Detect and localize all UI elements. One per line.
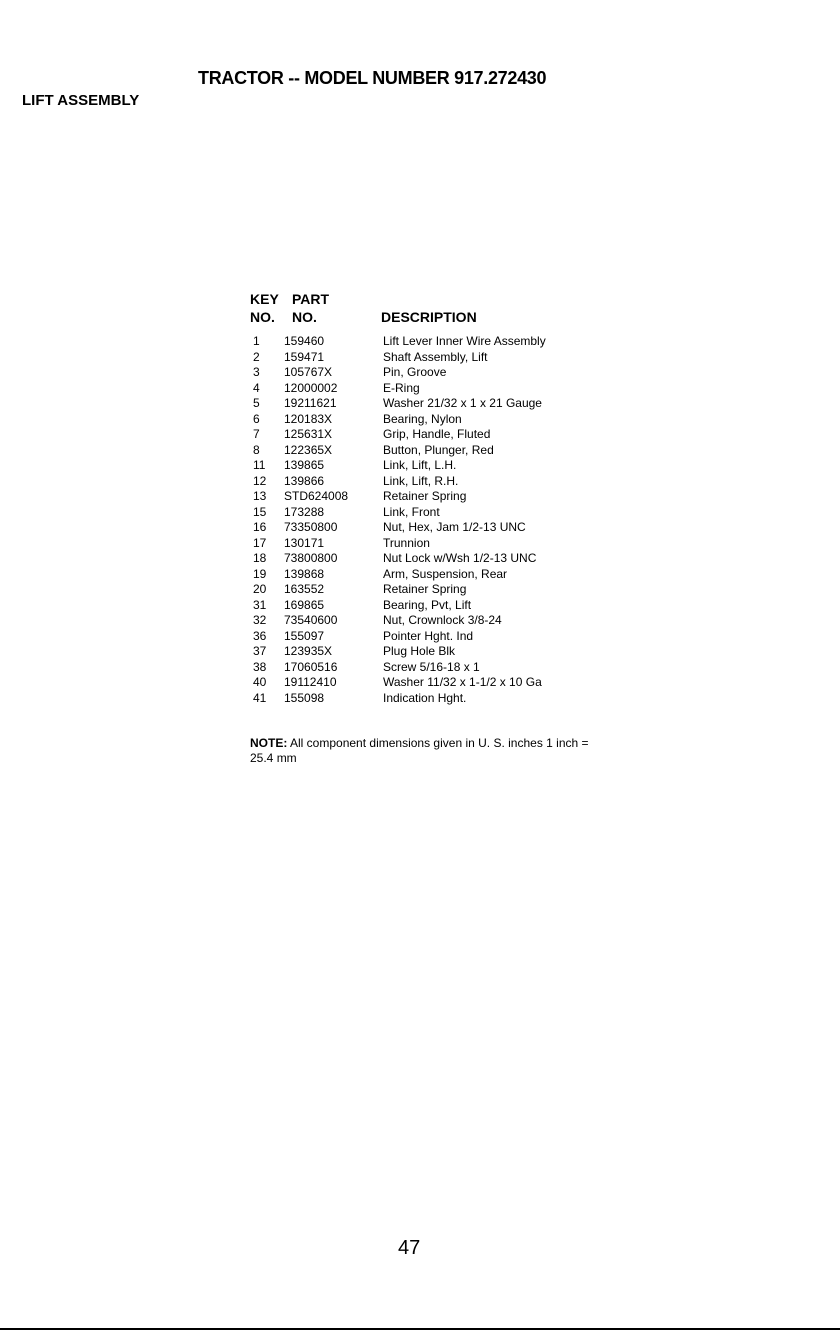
part-description: Nut Lock w/Wsh 1/2-13 UNC [383, 551, 537, 565]
part-number: 73800800 [284, 551, 338, 565]
part-key: 40 [253, 675, 267, 689]
parts-row [250, 396, 630, 412]
parts-row [250, 520, 630, 536]
column-header-part-line2: NO. [292, 309, 317, 325]
page-number: 47 [398, 1237, 421, 1259]
part-number: 139865 [284, 458, 325, 472]
note-text: All component dimensions given in U. S. inches 1 inch = 25.4 mm [250, 736, 589, 765]
part-number: 155097 [284, 628, 325, 643]
parts-row [250, 365, 630, 381]
part-description: Lift Lever Inner Wire Assembly [383, 334, 546, 348]
parts-row [250, 334, 630, 350]
parts-row [250, 427, 630, 443]
part-key: 17 [253, 535, 267, 550]
part-key: 13 [253, 489, 267, 503]
part-description: Plug Hole Blk [383, 644, 456, 658]
part-number: 105767X [284, 365, 333, 379]
part-number: 139868 [284, 566, 325, 581]
part-key: 12 [253, 473, 267, 488]
part-number: 159460 [284, 334, 325, 348]
part-key: 31 [253, 597, 267, 612]
part-key: 1 [253, 334, 260, 348]
part-key: 20 [253, 582, 267, 596]
part-key: 8 [253, 442, 260, 457]
part-number: 155098 [284, 690, 325, 705]
part-description: Link, Front [383, 504, 440, 519]
part-description: Pin, Groove [383, 365, 447, 379]
part-key: 6 [253, 411, 260, 426]
part-number: 173288 [284, 504, 325, 519]
part-description: Link, Lift, L.H. [383, 458, 457, 472]
part-description: Indication Hght. [383, 690, 467, 705]
parts-row [250, 536, 630, 552]
part-key: 2 [253, 349, 260, 364]
bottom-divider [0, 1328, 840, 1330]
column-header-description: DESCRIPTION [381, 309, 477, 325]
part-description: Trunnion [383, 535, 430, 550]
part-description: Retainer Spring [383, 489, 467, 503]
parts-row [250, 350, 630, 366]
parts-row [250, 567, 630, 583]
part-number: 73350800 [284, 520, 338, 534]
column-header-key-line1: KEY [250, 291, 279, 307]
part-description: Nut, Hex, Jam 1/2-13 UNC [383, 520, 526, 534]
part-number: 120183X [284, 411, 333, 426]
column-header-part-line1: PART [292, 291, 330, 307]
part-number: 159471 [284, 349, 325, 364]
part-description: Screw 5/16-18 x 1 [383, 659, 480, 674]
part-description: Grip, Handle, Fluted [383, 427, 491, 441]
part-key: 19 [253, 566, 267, 581]
parts-row [250, 660, 630, 676]
parts-row [250, 613, 630, 629]
part-number: 19112410 [284, 675, 337, 689]
part-description: Retainer Spring [383, 582, 467, 596]
part-number: 169865 [284, 597, 325, 612]
part-number: 122365X [284, 442, 333, 457]
parts-row [250, 629, 630, 645]
column-header-key-line2: NO. [250, 309, 275, 325]
part-description: Pointer Hght. Ind [383, 628, 474, 643]
parts-row [250, 644, 630, 660]
part-number: 163552 [284, 582, 325, 596]
parts-row [250, 381, 630, 397]
note [250, 736, 610, 766]
part-key: 7 [253, 427, 260, 441]
parts-row [250, 551, 630, 567]
part-description: Bearing, Nylon [383, 411, 462, 426]
parts-row [250, 582, 630, 598]
part-number: 73540600 [284, 613, 338, 627]
part-key: 11 [253, 458, 266, 472]
part-description: Button, Plunger, Red [383, 442, 494, 457]
parts-row [250, 598, 630, 614]
part-number: 130171 [284, 535, 325, 550]
parts-row [250, 489, 630, 505]
part-number: 19211621 [284, 396, 337, 410]
part-key: 5 [253, 396, 260, 410]
page-title: TRACTOR -- MODEL NUMBER 917.272430 [198, 68, 547, 88]
part-number: 17060516 [284, 659, 338, 674]
part-key: 15 [253, 504, 267, 519]
parts-row [250, 675, 630, 691]
part-key: 32 [253, 613, 267, 627]
part-description: Shaft Assembly, Lift [383, 349, 488, 364]
parts-row [250, 412, 630, 428]
part-number: 125631X [284, 427, 333, 441]
part-description: Washer 11/32 x 1-1/2 x 10 Ga [383, 675, 542, 689]
part-key: 41 [253, 690, 267, 705]
part-key: 18 [253, 551, 267, 565]
part-description: Washer 21/32 x 1 x 21 Gauge [383, 396, 542, 410]
parts-row [250, 505, 630, 521]
part-description: E-Ring [383, 380, 420, 395]
part-description: Link, Lift, R.H. [383, 473, 459, 488]
part-number: 139866 [284, 473, 325, 488]
parts-list [250, 334, 630, 706]
part-key: 3 [253, 365, 260, 379]
part-description: Arm, Suspension, Rear [383, 566, 508, 581]
parts-row [250, 443, 630, 459]
parts-row [250, 458, 630, 474]
part-key: 4 [253, 380, 260, 395]
part-number: 12000002 [284, 380, 338, 395]
part-key: 16 [253, 520, 267, 534]
part-number: 123935X [284, 644, 333, 658]
part-number: STD624008 [284, 489, 349, 503]
part-key: 36 [253, 628, 267, 643]
parts-row [250, 691, 630, 707]
part-key: 37 [253, 644, 267, 658]
note-label: NOTE: [250, 736, 288, 750]
part-description: Nut, Crownlock 3/8-24 [383, 613, 502, 627]
part-description: Bearing, Pvt, Lift [383, 597, 472, 612]
parts-row [250, 474, 630, 490]
section-title: LIFT ASSEMBLY [22, 92, 140, 109]
part-key: 38 [253, 659, 267, 674]
